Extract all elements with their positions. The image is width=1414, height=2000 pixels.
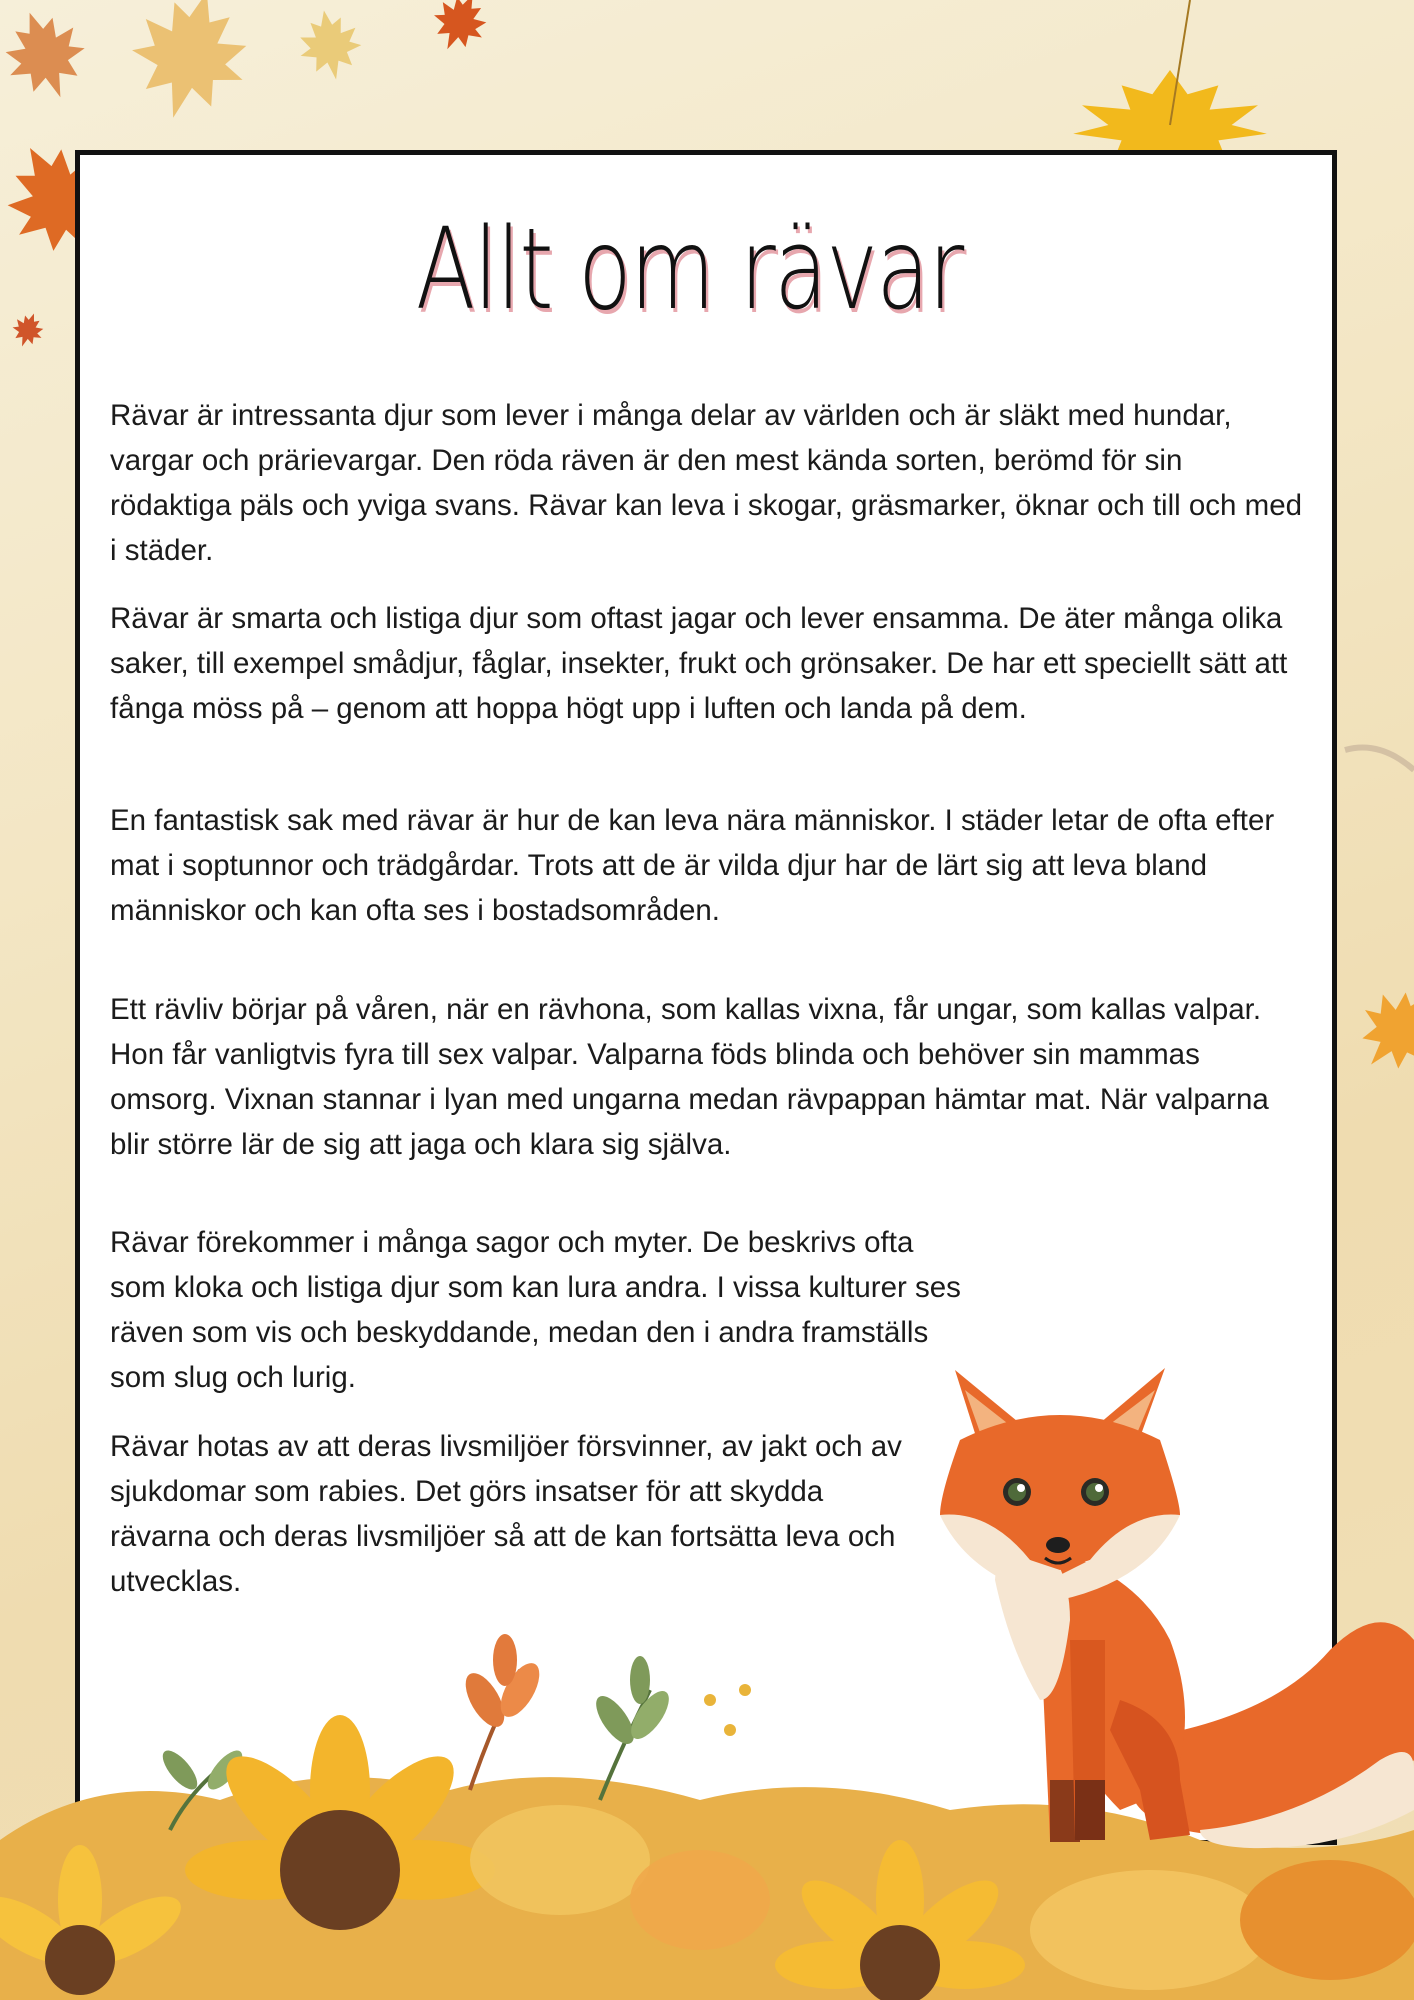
- fox-icon: [940, 1368, 1414, 1848]
- page-title: Allt om rävar: [415, 205, 963, 335]
- paragraph-behavior: Rävar är smarta och listiga djur som oftast jagar och lever ensamma. De äter många olika saker, till exempel smådjur, fåglar, insekter, frukt och grönsaker. De har ett speciellt sätt att fånga möss på – genom att hoppa högt upp i luften och landa på dem.: [110, 602, 1288, 725]
- paragraph-threats: Rävar hotas av att deras livsmiljöer försvinner, av jakt och av sjukdomar som rabies. Det görs insatser för att skydda rävarna och deras livsmiljöer så att de kan fortsätta leva och utvecklas.: [110, 1430, 902, 1598]
- paragraph-myths: Rävar förekommer i många sagor och myter. De beskrivs ofta som kloka och listiga djur som kan lura andra. I vissa kulturer ses räven som vis och beskyddande, medan den i andra framställs som slug och lurig.: [110, 1226, 961, 1394]
- paragraph-life-cycle: Ett rävliv börjar på våren, när en rävhona, som kallas vixna, får ungar, som kallas valpar. Hon får vanligtvis fyra till sex valpar. Valparna föds blinda och behöver sin mammas omsorg. Vixnan stannar i lyan med ungarna medan rävpappan hämtar mat. När valparna blir större lär de sig att jaga och klara sig själva.: [110, 993, 1269, 1161]
- leaf-sprig-icon: [458, 1634, 547, 1790]
- paragraph-intro: Rävar är intressanta djur som lever i många delar av världen och är släkt med hundar, vargar och prärievargar. Den röda räven är den mest kända sorten, berömd för sin rödaktiga päls och yviga svans. Rävar kan leva i skogar, gräsmarker, öknar och till och med i städer.: [110, 399, 1303, 567]
- leaf-sprig-icon: [589, 1656, 676, 1800]
- paragraph-near-humans: En fantastisk sak med rävar är hur de kan leva nära människor. I städer letar de ofta efter mat i soptunnor och trädgårdar. Trots att de är vilda djur har de lärt sig att leva bland människor och kan ofta ses i bostadsområden.: [110, 804, 1275, 927]
